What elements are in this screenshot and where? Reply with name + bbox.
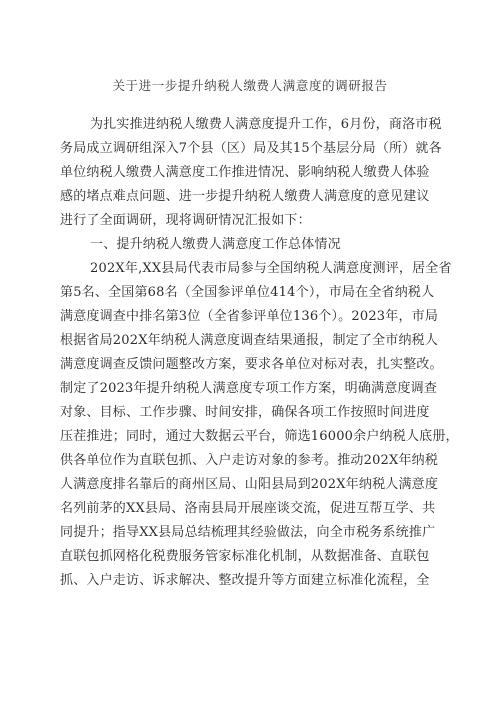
paragraph-line: 务局成立调研组深入7个县（区）局及其15个基层分局（所）就各	[60, 141, 442, 156]
paragraph-line: 直联包抓网格化税费服务管家标准化机制，从数据准备、直联包	[60, 549, 430, 564]
paragraph-line: 根据省局202X年纳税人满意度调查结果通报，制定了全市纳税人	[60, 333, 439, 348]
paragraph-line: 进行了全面调研，现将调研情况汇报如下：	[60, 213, 311, 228]
document-body	[60, 113, 459, 593]
paragraph-line: 单位纳税人缴费人满意度工作推进情况、影响纳税人缴费人体验	[60, 165, 430, 180]
paragraph-line: 感的堵点难点问题、进一步提升纳税人缴费人满意度的意见建议	[60, 189, 430, 204]
paragraph-line: 满意度调查中排名第3位（全省参评单位136个）。2023年，市局	[60, 309, 439, 324]
paragraph-line: 名列前茅的XX县局、洛南县局开展座谈交流，促进互帮互学、共	[60, 501, 436, 516]
paragraph-line: 人满意度排名靠后的商州区局、山阳县局到202X年纳税人满意度	[60, 477, 439, 492]
section-heading: 一、提升纳税人缴费人满意度工作总体情况	[90, 237, 341, 252]
paragraph-line: 制定了2023年提升纳税人满意度专项工作方案，明确满意度调查	[60, 381, 438, 396]
paragraph-line: 202X年,XX县局代表市局参与全国纳税人满意度测评，居全省	[90, 261, 452, 276]
paragraph-line: 为扎实推进纳税人缴费人满意度提升工作，6月份，商洛市税	[90, 117, 442, 132]
paragraph-line: 压茬推进；同时，通过大数据云平台，筛选16000余户纳税人底册，	[60, 429, 459, 444]
document-title: 关于进一步提升纳税人缴费人满意度的调研报告	[112, 78, 388, 93]
paragraph-line: 对象、目标、工作步骤、时间安排，确保各项工作按照时间进度	[60, 405, 430, 420]
paragraph-line: 满意度调查反馈问题整改方案，要求各单位对标对表，扎实整改。	[60, 357, 443, 372]
paragraph-line: 抓、入户走访、诉求解决、整改提升等方面建立标准化流程，全	[60, 573, 430, 588]
paragraph-line: 供各单位作为直联包抓、入户走访对象的参考。推动202X年纳税	[60, 453, 439, 468]
paragraph-line: 第5名、全国第68名（全国参评单位414个），市局在全省纳税人	[60, 285, 435, 300]
paragraph-line: 同提升；指导XX县局总结梳理其经验做法，向全市税务系统推广	[60, 525, 436, 540]
